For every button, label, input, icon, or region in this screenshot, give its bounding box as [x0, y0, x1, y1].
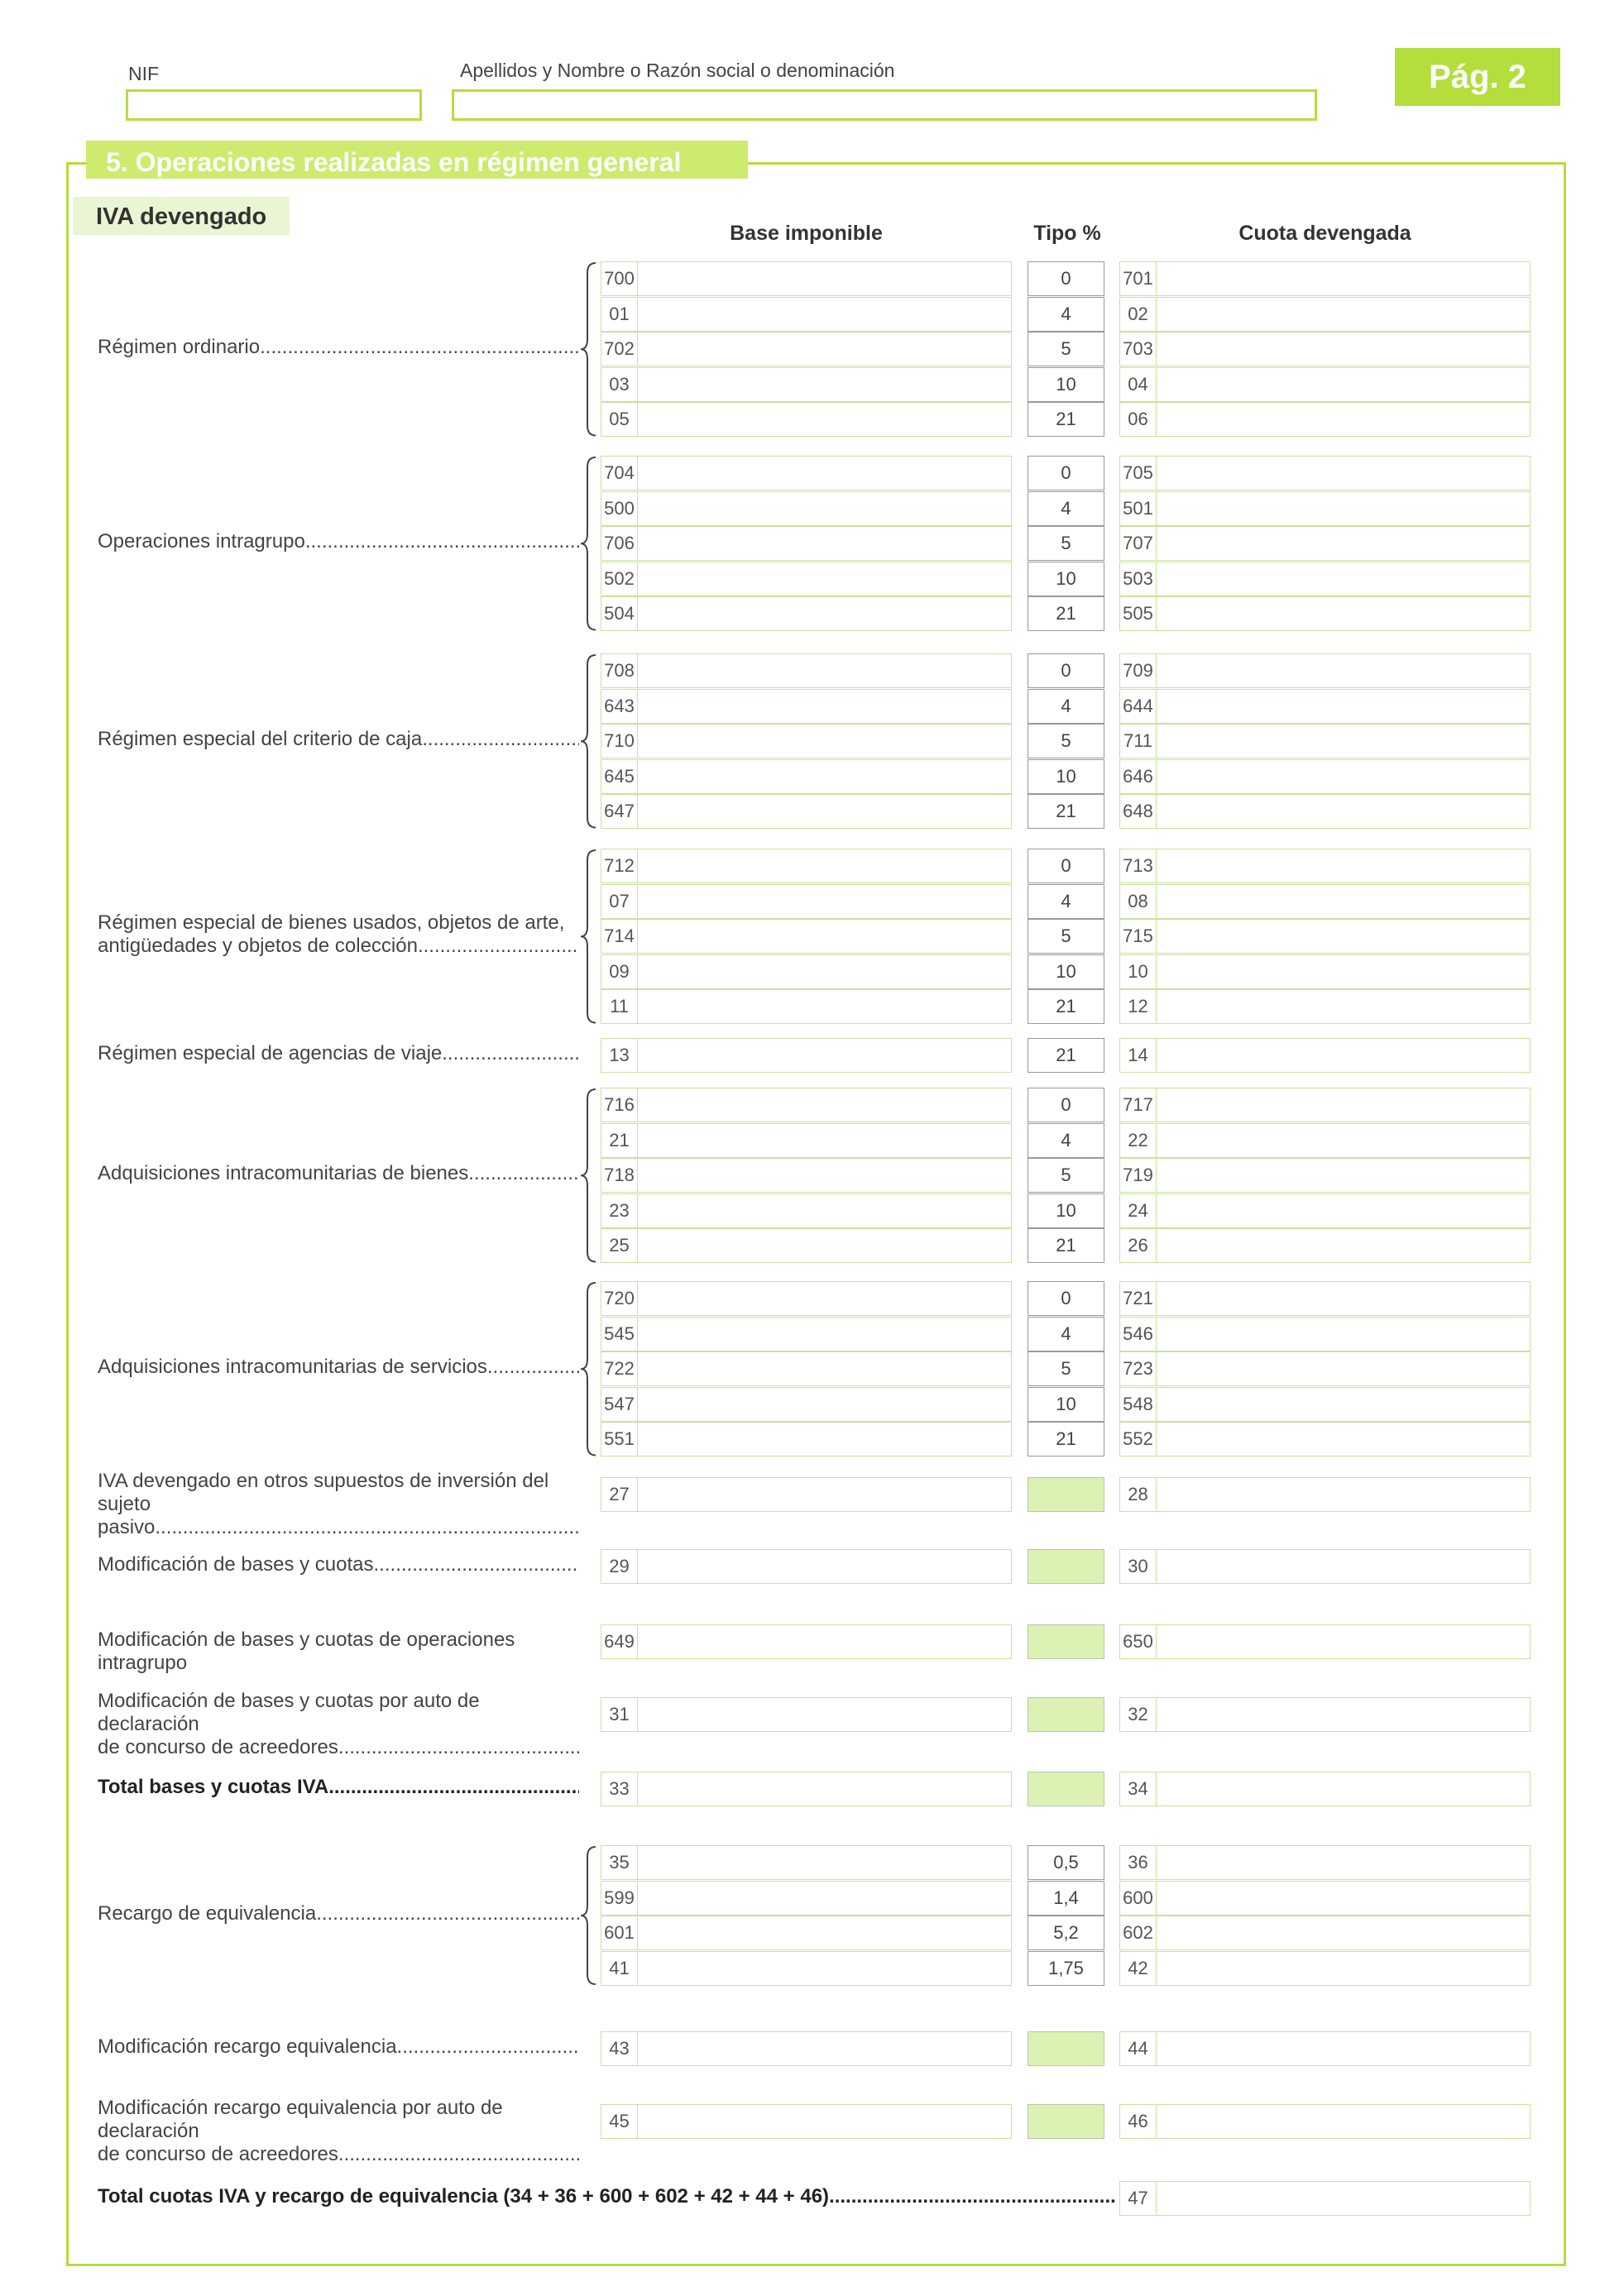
row-label: [98, 1042, 579, 1065]
base-imponible-field[interactable]: [601, 1477, 1012, 1512]
box-code: 41: [601, 1952, 638, 1985]
cuota-devengada-field[interactable]: [1119, 1281, 1531, 1316]
tipo-field: 10: [1028, 1387, 1104, 1422]
box-code: 13: [601, 1039, 638, 1072]
tipo-field: 4: [1028, 1123, 1104, 1158]
base-imponible-field[interactable]: [601, 884, 1012, 919]
base-imponible-field[interactable]: [601, 954, 1012, 989]
box-code: 500: [601, 492, 638, 525]
box-code: 719: [1120, 1159, 1157, 1192]
base-imponible-field[interactable]: [601, 849, 1012, 883]
tipo-field: 10: [1028, 759, 1104, 794]
tipo-field: [1028, 1549, 1104, 1584]
cuota-devengada-field[interactable]: [1119, 1228, 1531, 1263]
tipo-field: 0: [1028, 849, 1104, 883]
box-code: 601: [601, 1916, 638, 1949]
cuota-devengada-field[interactable]: [1119, 1158, 1531, 1193]
cuota-devengada-field[interactable]: [1119, 1193, 1531, 1228]
column-header-tipo: Tipo %: [1033, 222, 1101, 245]
box-code: 26: [1120, 1229, 1157, 1262]
row-label: [98, 1470, 579, 1539]
box-code: 42: [1120, 1952, 1157, 1985]
row-label-line: IVA devengado en otros supuestos de inversión del sujeto: [98, 1470, 549, 1516]
base-imponible-field[interactable]: [601, 402, 1012, 437]
leader-dots: [487, 1356, 579, 1379]
leader-dots: [155, 1516, 579, 1539]
row-label-line: [98, 1553, 579, 1576]
box-code: 706: [601, 527, 638, 560]
box-code: 07: [601, 885, 638, 918]
cuota-devengada-field[interactable]: [1119, 653, 1531, 688]
box-code: 551: [601, 1423, 638, 1456]
tipo-field: 4: [1028, 689, 1104, 724]
box-code: 47: [1120, 2182, 1157, 2215]
cuota-devengada-field[interactable]: [1119, 1088, 1531, 1122]
tipo-field: [1028, 2031, 1104, 2066]
brace-icon: [579, 1845, 597, 1986]
brace-icon: [579, 1281, 597, 1457]
cuota-devengada-field[interactable]: [1119, 1477, 1531, 1512]
box-code: 46: [1120, 2105, 1157, 2138]
box-code: 10: [1120, 955, 1157, 988]
cuota-devengada-field[interactable]: [1119, 332, 1531, 366]
row-label-text: Modificación de bases y cuotas de operaciones intragrupo: [98, 1629, 515, 1675]
box-code: 646: [1120, 760, 1157, 793]
leader-dots: [422, 728, 579, 751]
box-code: 11: [601, 990, 638, 1023]
row-label-text: Operaciones intragrupo: [98, 530, 305, 553]
base-imponible-field[interactable]: [601, 1772, 1012, 1806]
box-code: 29: [601, 1550, 638, 1583]
base-imponible-field[interactable]: [601, 689, 1012, 724]
box-code: 33: [601, 1772, 638, 1806]
box-code: 03: [601, 368, 638, 401]
row-label-text: pasivo: [98, 1516, 156, 1539]
row-label-text: Adquisiciones intracomunitarias de bienes: [98, 1162, 469, 1185]
cuota-devengada-field[interactable]: [1119, 1951, 1531, 1986]
page-number: Pág. 2: [1395, 48, 1560, 106]
box-code: 708: [601, 654, 638, 687]
tipo-field: [1028, 1772, 1104, 1806]
box-code: 714: [601, 920, 638, 953]
cuota-devengada-field[interactable]: [1119, 1038, 1531, 1073]
base-imponible-field[interactable]: [601, 1881, 1012, 1916]
name-field[interactable]: [452, 89, 1317, 121]
box-code: 09: [601, 955, 638, 988]
cuota-devengada-field[interactable]: [1119, 849, 1531, 883]
base-imponible-field[interactable]: [601, 526, 1012, 561]
box-code: 705: [1120, 457, 1157, 490]
box-code: 716: [601, 1088, 638, 1122]
base-imponible-field[interactable]: [601, 261, 1012, 296]
row-label-line: [98, 1629, 579, 1675]
tipo-field: 5: [1028, 332, 1104, 366]
box-code: 05: [601, 403, 638, 436]
leader-dots: [316, 1902, 579, 1925]
base-imponible-field[interactable]: [601, 297, 1012, 332]
base-imponible-field[interactable]: [601, 1624, 1012, 1659]
brace-icon: [579, 849, 597, 1025]
row-label-line: [98, 2035, 579, 2059]
row-label-line: [98, 1736, 579, 1759]
base-imponible-field[interactable]: [601, 1951, 1012, 1986]
row-label-text: de concurso de acreedores: [98, 1736, 338, 1759]
base-imponible-field[interactable]: [601, 1228, 1012, 1263]
cuota-devengada-field[interactable]: [1119, 1317, 1531, 1351]
box-code: 711: [1120, 725, 1157, 758]
name-label: Apellidos y Nombre o Razón social o denominación: [460, 60, 895, 81]
leader-dots: [374, 1553, 579, 1576]
base-imponible-field[interactable]: [601, 1038, 1012, 1073]
row-label: [98, 1776, 579, 1799]
row-label: [98, 1356, 579, 1379]
cuota-devengada-field[interactable]: [1119, 919, 1531, 954]
base-imponible-field[interactable]: [601, 653, 1012, 688]
cuota-devengada-field[interactable]: [1119, 526, 1531, 561]
base-imponible-field[interactable]: [601, 794, 1012, 829]
box-code: 34: [1120, 1772, 1157, 1806]
box-code: 04: [1120, 368, 1157, 401]
box-code: 645: [601, 760, 638, 793]
base-imponible-field[interactable]: [601, 2031, 1012, 2066]
box-code: 23: [601, 1194, 638, 1227]
base-imponible-field[interactable]: [601, 1845, 1012, 1880]
row-label-line: [98, 2143, 579, 2166]
box-code: 501: [1120, 492, 1157, 525]
box-code: 721: [1120, 1282, 1157, 1315]
tipo-field: 21: [1028, 1228, 1104, 1263]
tipo-field: 5: [1028, 919, 1104, 954]
leader-dots: [328, 1776, 579, 1799]
base-imponible-field[interactable]: [601, 367, 1012, 402]
base-imponible-field[interactable]: [601, 1697, 1012, 1732]
row-label-text: Régimen especial de agencias de viaje: [98, 1042, 443, 1065]
tipo-field: [1028, 1477, 1104, 1512]
cuota-devengada-field[interactable]: [1119, 1549, 1531, 1584]
tipo-field: [1028, 2104, 1104, 2139]
tipo-field: 21: [1028, 1422, 1104, 1457]
box-code: 545: [601, 1318, 638, 1351]
box-code: 723: [1120, 1352, 1157, 1385]
box-code: 720: [601, 1282, 638, 1315]
tipo-field: 0: [1028, 653, 1104, 688]
box-code: 27: [601, 1478, 638, 1511]
box-code: 700: [601, 262, 638, 295]
box-code: 713: [1120, 849, 1157, 883]
cuota-devengada-field[interactable]: [1119, 759, 1531, 794]
box-code: 709: [1120, 654, 1157, 687]
row-label-line: [98, 1902, 579, 1925]
box-code: 25: [601, 1229, 638, 1262]
box-code: 552: [1120, 1423, 1157, 1456]
cuota-devengada-field[interactable]: [1119, 2181, 1531, 2216]
row-label-line: [98, 336, 579, 359]
box-code: 599: [601, 1882, 638, 1915]
box-code: 45: [601, 2105, 638, 2138]
box-code: 502: [601, 562, 638, 596]
cuota-devengada-field[interactable]: [1119, 402, 1531, 437]
box-code: 707: [1120, 527, 1157, 560]
box-code: 548: [1120, 1388, 1157, 1421]
base-imponible-field[interactable]: [601, 1916, 1012, 1950]
cuota-devengada-field[interactable]: [1119, 1916, 1531, 1950]
row-label-text: Modificación de bases y cuotas: [98, 1553, 374, 1576]
base-imponible-field[interactable]: [601, 759, 1012, 794]
nif-label: NIF: [128, 63, 160, 84]
base-imponible-field[interactable]: [601, 1422, 1012, 1457]
row-label-line: [98, 2185, 1115, 2208]
tipo-field: 4: [1028, 1317, 1104, 1351]
box-code: 644: [1120, 690, 1157, 723]
box-code: 722: [601, 1352, 638, 1385]
leader-dots: [468, 1162, 579, 1185]
tipo-field: 4: [1028, 884, 1104, 919]
box-code: 643: [601, 690, 638, 723]
row-label-text: Total bases y cuotas IVA: [98, 1776, 329, 1799]
row-label-text: Modificación recargo equivalencia: [98, 2035, 397, 2059]
cuota-devengada-field[interactable]: [1119, 1123, 1531, 1158]
base-imponible-field[interactable]: [601, 2104, 1012, 2139]
tipo-field: [1028, 1624, 1104, 1659]
base-imponible-field[interactable]: [601, 491, 1012, 526]
box-code: 650: [1120, 1625, 1157, 1658]
brace-icon: [579, 653, 597, 830]
cuota-devengada-field[interactable]: [1119, 1845, 1531, 1880]
row-label-line: [98, 1162, 579, 1185]
nif-field[interactable]: [126, 89, 422, 121]
tipo-field: 0: [1028, 261, 1104, 296]
leader-dots: [829, 2185, 1115, 2208]
box-code: 649: [601, 1625, 638, 1658]
box-code: 12: [1120, 990, 1157, 1023]
row-label-text: de concurso de acreedores: [98, 2143, 338, 2166]
leader-dots: [418, 935, 579, 958]
row-label-line: Modificación de bases y cuotas por auto de declaración: [98, 1690, 480, 1736]
row-label: [98, 1553, 579, 1576]
base-imponible-field[interactable]: [601, 989, 1012, 1024]
box-code: 504: [601, 597, 638, 630]
box-code: 712: [601, 849, 638, 883]
box-code: 602: [1120, 1916, 1157, 1949]
cuota-devengada-field[interactable]: [1119, 989, 1531, 1024]
cuota-devengada-field[interactable]: [1119, 724, 1531, 758]
box-code: 702: [601, 332, 638, 366]
row-label: [98, 1902, 579, 1925]
row-label-line: Modificación recargo equivalencia por auto de declaración: [98, 2097, 503, 2143]
row-label-line: [98, 530, 579, 553]
box-code: 710: [601, 725, 638, 758]
row-label-line: [98, 1356, 579, 1379]
box-code: 31: [601, 1698, 638, 1731]
base-imponible-field[interactable]: [601, 562, 1012, 596]
tipo-field: 5: [1028, 526, 1104, 561]
row-label-line: Régimen especial de bienes usados, objetos de arte,: [98, 911, 565, 935]
row-label-text: Régimen ordinario: [98, 336, 261, 359]
row-label: [98, 911, 579, 958]
box-code: 24: [1120, 1194, 1157, 1227]
row-label-line: [98, 728, 579, 751]
box-code: 21: [601, 1124, 638, 1157]
tipo-field: 21: [1028, 794, 1104, 829]
row-label-text: Régimen especial del criterio de caja: [98, 728, 423, 751]
cuota-devengada-field[interactable]: [1119, 1387, 1531, 1422]
tipo-field: 21: [1028, 596, 1104, 631]
box-code: 02: [1120, 298, 1157, 331]
tipo-field: 10: [1028, 562, 1104, 596]
base-imponible-field[interactable]: [601, 332, 1012, 366]
box-code: 32: [1120, 1698, 1157, 1731]
tipo-field: 21: [1028, 1038, 1104, 1073]
leader-dots: [305, 530, 579, 553]
base-imponible-field[interactable]: [601, 596, 1012, 631]
base-imponible-field[interactable]: [601, 1088, 1012, 1122]
tipo-field: 10: [1028, 367, 1104, 402]
box-code: 701: [1120, 262, 1157, 295]
row-label-text: Adquisiciones intracomunitarias de servicios: [98, 1356, 487, 1379]
base-imponible-field[interactable]: [601, 919, 1012, 954]
tipo-field: 5: [1028, 724, 1104, 758]
box-code: 600: [1120, 1882, 1157, 1915]
row-label: [98, 1629, 579, 1675]
subsection-title: IVA devengado: [73, 197, 290, 235]
row-label: [98, 2097, 579, 2166]
tipo-field: 0: [1028, 1281, 1104, 1316]
box-code: 14: [1120, 1039, 1157, 1072]
leader-dots: [397, 2035, 579, 2059]
column-header-cuota: Cuota devengada: [1238, 222, 1411, 245]
cuota-devengada-field[interactable]: [1119, 456, 1531, 490]
base-imponible-field[interactable]: [601, 1549, 1012, 1584]
tipo-field: [1028, 1697, 1104, 1732]
box-code: 704: [601, 457, 638, 490]
row-label-text: antigüedades y objetos de colección: [98, 935, 418, 958]
leader-dots: [338, 2143, 579, 2166]
base-imponible-field[interactable]: [601, 1123, 1012, 1158]
column-header-base: Base imponible: [730, 222, 883, 245]
base-imponible-field[interactable]: [601, 1351, 1012, 1386]
tipo-field: 4: [1028, 297, 1104, 332]
box-code: 28: [1120, 1478, 1157, 1511]
brace-icon: [579, 456, 597, 632]
tipo-field: 0: [1028, 456, 1104, 490]
base-imponible-field[interactable]: [601, 456, 1012, 490]
tipo-field: 1,4: [1028, 1881, 1104, 1916]
row-label: [98, 2035, 579, 2059]
box-code: 505: [1120, 597, 1157, 630]
row-label: [98, 2185, 1115, 2208]
box-code: 01: [601, 298, 638, 331]
box-code: 648: [1120, 795, 1157, 828]
cuota-devengada-field[interactable]: [1119, 1881, 1531, 1916]
tipo-field: 0: [1028, 1088, 1104, 1122]
cuota-devengada-field[interactable]: [1119, 261, 1531, 296]
cuota-devengada-field[interactable]: [1119, 596, 1531, 631]
box-code: 35: [601, 1846, 638, 1879]
box-code: 30: [1120, 1550, 1157, 1583]
box-code: 22: [1120, 1124, 1157, 1157]
cuota-devengada-field[interactable]: [1119, 884, 1531, 919]
tipo-field: 21: [1028, 989, 1104, 1024]
leader-dots: [260, 336, 579, 359]
cuota-devengada-field[interactable]: [1119, 367, 1531, 402]
base-imponible-field[interactable]: [601, 1387, 1012, 1422]
tipo-field: 5,2: [1028, 1916, 1104, 1950]
base-imponible-field[interactable]: [601, 724, 1012, 758]
box-code: 718: [601, 1159, 638, 1192]
brace-icon: [579, 261, 597, 438]
row-label: [98, 1690, 579, 1759]
box-code: 647: [601, 795, 638, 828]
box-code: 43: [601, 2032, 638, 2065]
row-label-line: [98, 1776, 579, 1799]
box-code: 703: [1120, 332, 1157, 366]
base-imponible-field[interactable]: [601, 1281, 1012, 1316]
box-code: 06: [1120, 403, 1157, 436]
box-code: 717: [1120, 1088, 1157, 1122]
box-code: 08: [1120, 885, 1157, 918]
section-title: 5. Operaciones realizadas en régimen general: [86, 141, 748, 179]
cuota-devengada-field[interactable]: [1119, 491, 1531, 526]
base-imponible-field[interactable]: [601, 1193, 1012, 1228]
cuota-devengada-field[interactable]: [1119, 1624, 1531, 1659]
cuota-devengada-field[interactable]: [1119, 689, 1531, 724]
box-code: 715: [1120, 920, 1157, 953]
tipo-field: 5: [1028, 1351, 1104, 1386]
cuota-devengada-field[interactable]: [1119, 2031, 1531, 2066]
cuota-devengada-field[interactable]: [1119, 562, 1531, 596]
leader-dots: [338, 1736, 579, 1759]
cuota-devengada-field[interactable]: [1119, 1772, 1531, 1806]
brace-icon: [579, 1088, 597, 1264]
row-label-line: [98, 1516, 579, 1539]
row-label: [98, 1162, 579, 1185]
cuota-devengada-field[interactable]: [1119, 794, 1531, 829]
row-label-text: Recargo de equivalencia: [98, 1902, 317, 1925]
cuota-devengada-field[interactable]: [1119, 297, 1531, 332]
box-code: 44: [1120, 2032, 1157, 2065]
box-code: 36: [1120, 1846, 1157, 1879]
cuota-devengada-field[interactable]: [1119, 1697, 1531, 1732]
tipo-field: 5: [1028, 1158, 1104, 1193]
tipo-field: 0,5: [1028, 1845, 1104, 1880]
row-label: [98, 728, 579, 751]
cuota-devengada-field[interactable]: [1119, 2104, 1531, 2139]
row-label-line: [98, 1042, 579, 1065]
base-imponible-field[interactable]: [601, 1158, 1012, 1193]
box-code: 546: [1120, 1318, 1157, 1351]
tipo-field: 21: [1028, 402, 1104, 437]
box-code: 503: [1120, 562, 1157, 596]
tipo-field: 1,75: [1028, 1951, 1104, 1986]
cuota-devengada-field[interactable]: [1119, 1422, 1531, 1457]
box-code: 547: [601, 1388, 638, 1421]
base-imponible-field[interactable]: [601, 1317, 1012, 1351]
row-label-line: [98, 935, 579, 958]
tipo-field: 10: [1028, 954, 1104, 989]
tipo-field: 10: [1028, 1193, 1104, 1228]
row-label-text: Total cuotas IVA y recargo de equivalencia (34 + 36 + 600 + 602 + 42 + 44 + 46): [98, 2185, 830, 2208]
leader-dots: [442, 1042, 579, 1065]
row-label: [98, 336, 579, 359]
cuota-devengada-field[interactable]: [1119, 1351, 1531, 1386]
row-label: [98, 530, 579, 553]
cuota-devengada-field[interactable]: [1119, 954, 1531, 989]
tipo-field: 4: [1028, 491, 1104, 526]
